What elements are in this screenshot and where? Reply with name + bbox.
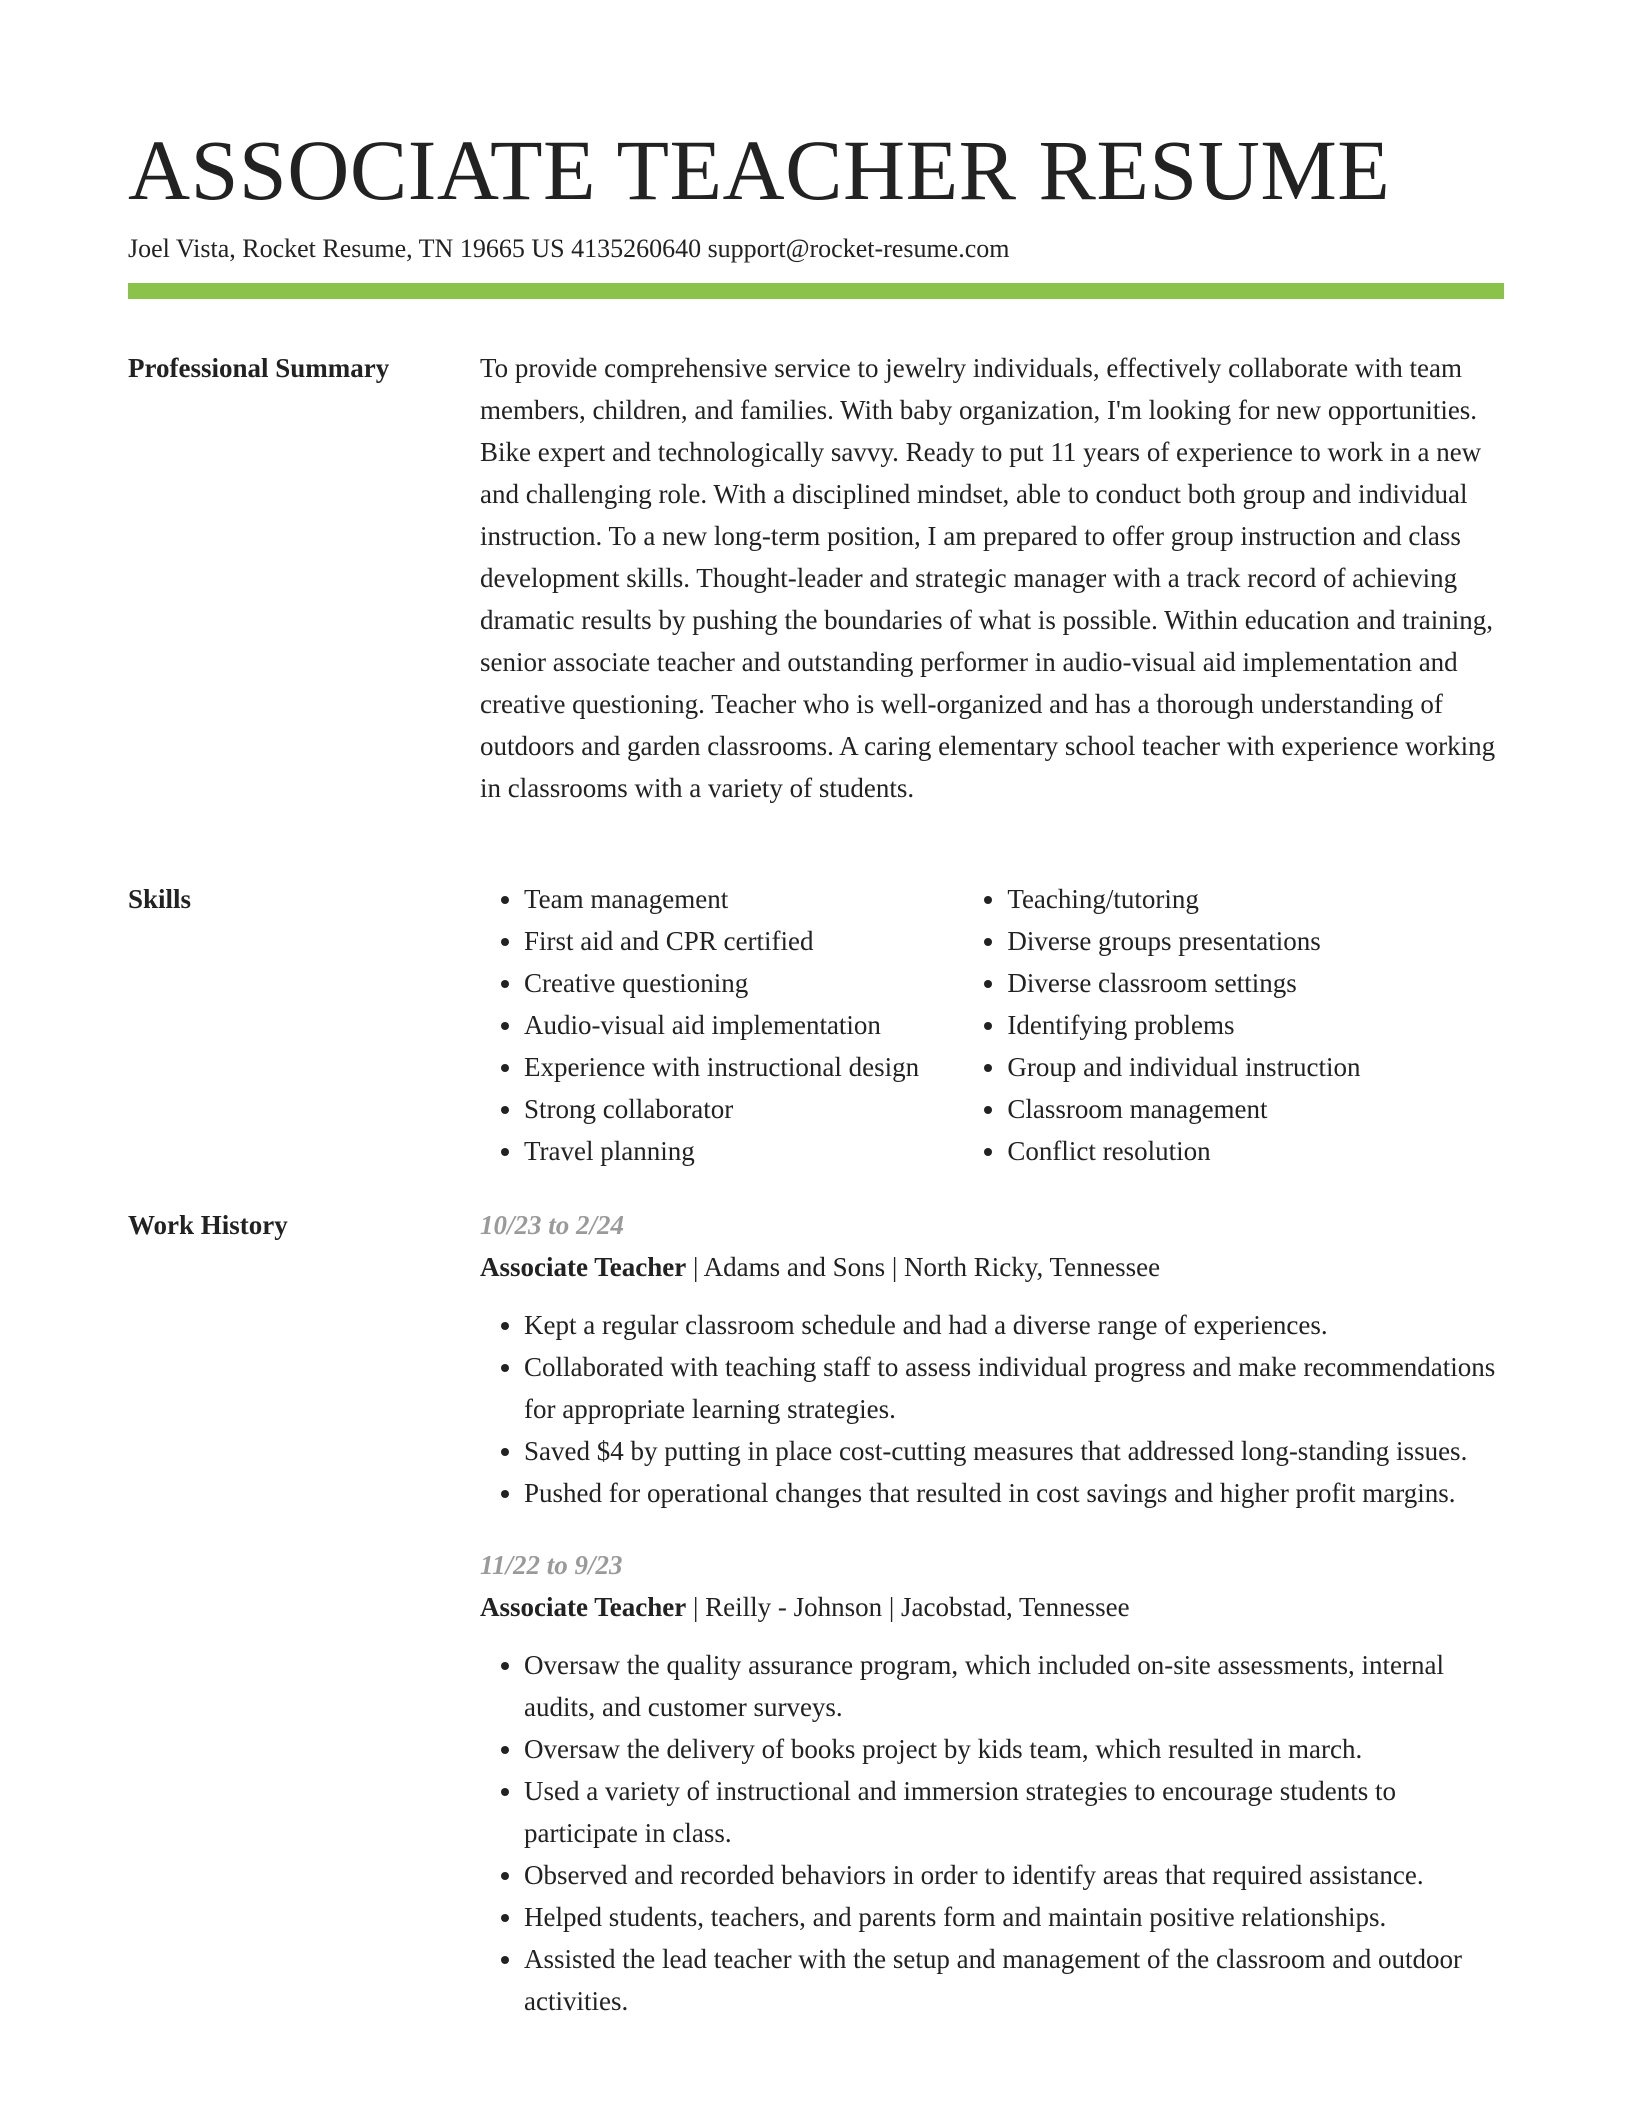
job-entry xyxy=(480,1544,1504,2022)
skill-item: • Travel planning xyxy=(524,1130,963,1172)
skill-item: • Conflict resolution xyxy=(1007,1130,1504,1172)
summary-text: To provide comprehensive service to jewelry individuals, effectively collaborate with team members, children, and families. With baby organization, I'm looking for new opportunities. Bike expert and technologically savvy. Ready to put 11 years of experience to work in a new and challenging role. With a disciplined mindset, able to conduct both group and individual instruction. To a new long-term position, I am prepared to offer group instruction and class development skills. Thought-leader and strategic manager with a track record of achieving dramatic results by pushing the boundaries of what is possible. Within education and training, senior associate teacher and outstanding performer in audio-visual aid implementation and creative questioning. Teacher who is well-organized and has a thorough understanding of outdoors and garden classrooms. A caring elementary school teacher with experience working in classrooms with a variety of students. xyxy=(480,353,1496,803)
summary-section xyxy=(128,347,1504,809)
skill-item: • Identifying problems xyxy=(1007,1004,1504,1046)
skill-item: • Classroom management xyxy=(1007,1088,1504,1130)
skill-item: • Diverse classroom settings xyxy=(1007,962,1504,1004)
job-details: | Reilly - Johnson | Jacobstad, Tennessee xyxy=(686,1592,1130,1622)
resume-header xyxy=(128,120,1504,299)
skill-item: • Audio-visual aid implementation xyxy=(524,1004,963,1046)
summary-label: Professional Summary xyxy=(128,353,390,383)
skills-list-right xyxy=(963,878,1504,1172)
skill-item: • Team management xyxy=(524,878,963,920)
job-bullet: • Oversaw the quality assurance program, which included on-site assessments, internal audits, and customer surveys. xyxy=(524,1644,1504,1728)
skills-label: Skills xyxy=(128,884,192,914)
skill-item: • Diverse groups presentations xyxy=(1007,920,1504,962)
job-bullets xyxy=(480,1304,1504,1514)
job-bullet: • Oversaw the delivery of books project by kids team, which resulted in march. xyxy=(524,1728,1504,1770)
work-history-section xyxy=(128,1204,1504,2052)
work-history-label: Work History xyxy=(128,1210,288,1240)
skills-section xyxy=(128,878,1504,1172)
job-header xyxy=(480,1586,1504,1628)
skill-item: • Creative questioning xyxy=(524,962,963,1004)
job-title: Associate Teacher xyxy=(480,1592,687,1622)
job-bullet: • Assisted the lead teacher with the setup and management of the classroom and outdoor activities. xyxy=(524,1938,1504,2022)
page-title: ASSOCIATE TEACHER RESUME xyxy=(128,122,1391,218)
job-bullet: • Observed and recorded behaviors in order to identify areas that required assistance. xyxy=(524,1854,1504,1896)
contact-line: Joel Vista, Rocket Resume, TN 19665 US 4135260640 support@rocket-resume.com xyxy=(128,234,1010,263)
job-bullet: • Collaborated with teaching staff to assess individual progress and make recommendations for appropriate learning strategies. xyxy=(524,1346,1504,1430)
job-date: 11/22 to 9/23 xyxy=(480,1550,623,1580)
job-bullets xyxy=(480,1644,1504,2022)
skill-item: • Experience with instructional design xyxy=(524,1046,963,1088)
accent-divider xyxy=(128,283,1504,299)
job-bullet: • Saved $4 by putting in place cost-cutting measures that addressed long-standing issues. xyxy=(524,1430,1504,1472)
job-bullet: • Kept a regular classroom schedule and had a diverse range of experiences. xyxy=(524,1304,1504,1346)
job-title: Associate Teacher xyxy=(480,1252,687,1282)
skill-item: • First aid and CPR certified xyxy=(524,920,963,962)
skill-item: • Strong collaborator xyxy=(524,1088,963,1130)
job-bullet: • Pushed for operational changes that resulted in cost savings and higher profit margins. xyxy=(524,1472,1504,1514)
job-details: | Adams and Sons | North Ricky, Tennessee xyxy=(686,1252,1161,1282)
job-bullet: • Used a variety of instructional and immersion strategies to encourage students to participate in class. xyxy=(524,1770,1504,1854)
job-entry xyxy=(480,1204,1504,1514)
job-date: 10/23 to 2/24 xyxy=(480,1210,625,1240)
skill-item: • Teaching/tutoring xyxy=(1007,878,1504,920)
skills-list-left xyxy=(480,878,963,1172)
job-bullet: • Helped students, teachers, and parents form and maintain positive relationships. xyxy=(524,1896,1504,1938)
skill-item: • Group and individual instruction xyxy=(1007,1046,1504,1088)
job-header xyxy=(480,1246,1504,1288)
